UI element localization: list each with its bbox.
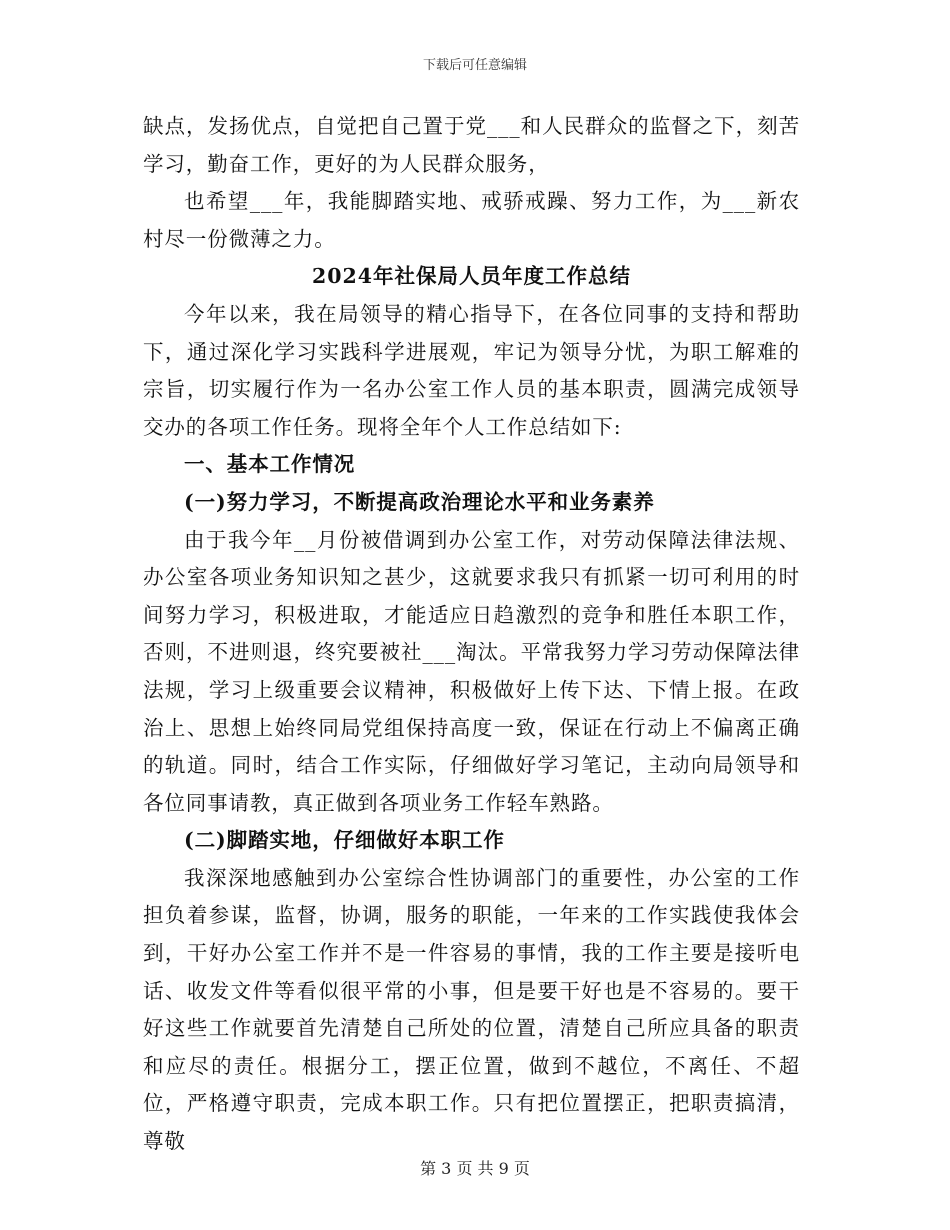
document-title: 2024年社保局人员年度工作总结 [311, 264, 632, 289]
paragraph-duty: 我深深地感触到办公室综合性协调部门的重要性，办公室的工作担负着参谋，监督，协调，服务的职能，一年来的工作实践使我体会到，干好办公室工作并不是一件容易的事情，我的工作主要是接听电话、收发文件等看似很平常的小事，但是要干好也是不容易的。要干好这些工作就要首先清楚自己所处的位置，清楚自己所应具备的职责和应尽的责任。根据分工，摆正位置，做到不越位，不离任、不超位，严格遵守职责，完成本职工作。只有把位置摆正，把职责搞清，尊敬 [143, 865, 800, 1154]
document-body [143, 108, 800, 1161]
page-footer: 第 3 页 共 9 页 [420, 1159, 530, 1178]
paragraph-body: 也希望___年，我能脚踏实地、戒骄戒躁、努力工作，为___新农村尽一份微薄之力。 [143, 189, 800, 251]
page-header: 下载后可任意编辑 [422, 58, 527, 73]
subsection-heading-2: (二)脚踏实地，仔细做好本职工作 [184, 828, 505, 853]
paragraph-study: 由于我今年__月份被借调到办公室工作，对劳动保障法律法规、办公室各项业务知识知之甚少，这就要求我只有抓紧一切可利用的时间努力学习，积极进取，才能适应日趋激烈的竞争和胜任本职工作，否则，不进则退，终究要被社___淘汰。平常我努力学习劳动保障法律法规，学习上级重要会议精神，积极做好上传下达、下情上报。在政治上、思想上始终同局党组保持高度一致，保证在行动上不偏离正确的轨道。同时，结合工作实际，仔细做好学习笔记，主动向局领导和各位同事请教，真正做到各项业务工作轻车熟路。 [143, 527, 800, 815]
subsection-heading-1: (一)努力学习，不断提高政治理论水平和业务素养 [184, 489, 655, 514]
paragraph-intro: 今年以来，我在局领导的精心指导下，在各位同事的支持和帮助下，通过深化学习实践科学进展观，牢记为领导分忧，为职工解难的宗旨，切实履行作为一名办公室工作人员的基本职责，圆满完成领导交办的各项工作任务。现将全年个人工作总结如下: [143, 301, 800, 439]
section-heading: 一、基本工作情况 [184, 452, 356, 477]
paragraph-continuation: 缺点，发扬优点，自觉把自己置于党___和人民群众的监督之下，刻苦学习，勤奋工作，更好的为人民群众服务， [143, 114, 800, 176]
